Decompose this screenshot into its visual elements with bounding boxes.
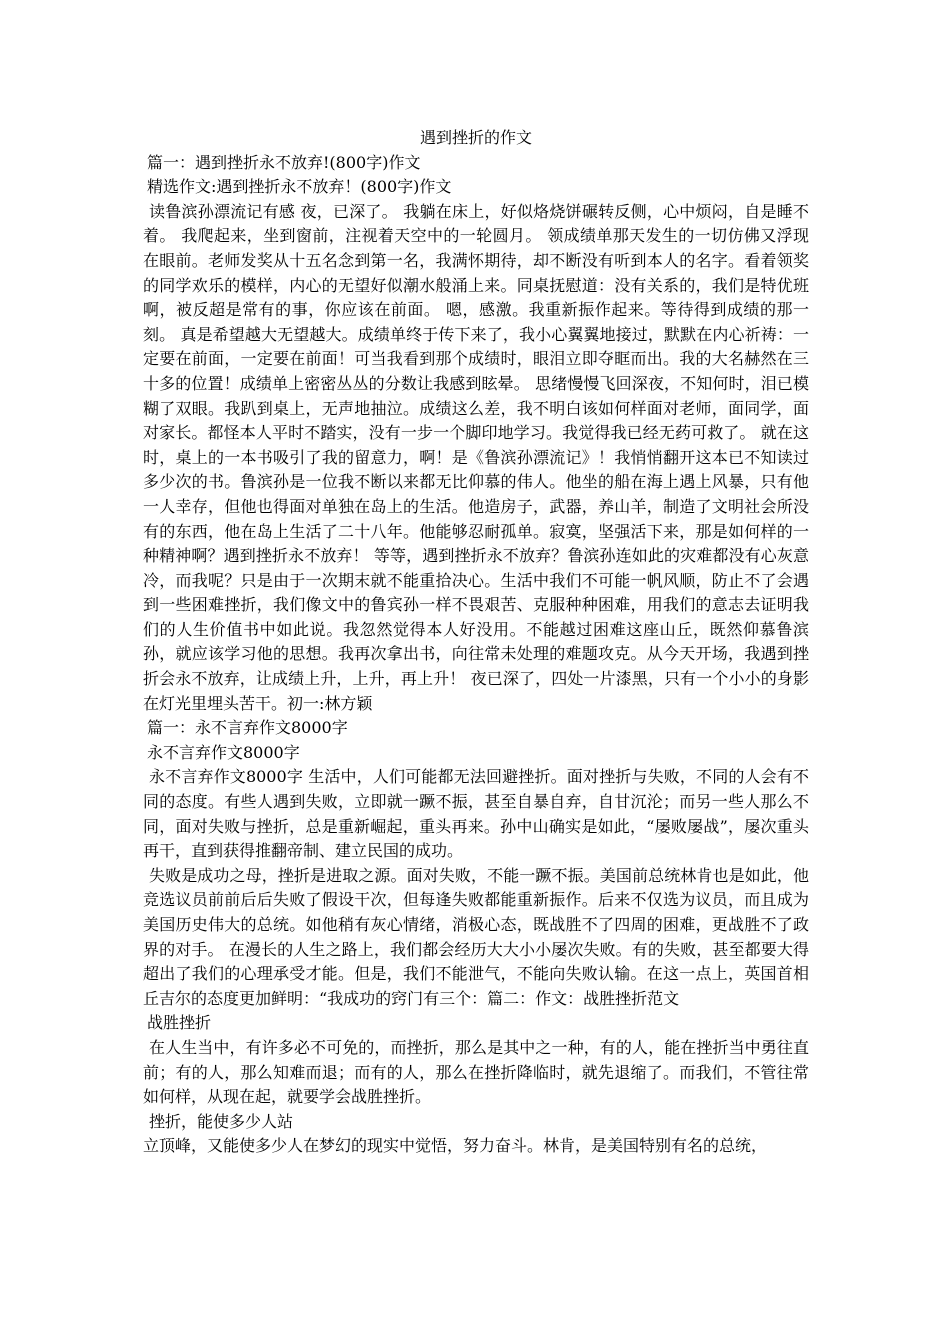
section-subheading: 精选作文:遇到挫折永不放弃！(800字)作文 <box>147 177 452 197</box>
body-paragraph: 读鲁滨孙漂流记有感 夜，已深了。 我躺在床上，好似烙烧饼碾转反侧，心中烦闷，自是睡不着。 我爬起来，坐到窗前，注视着天空中的一轮圆月。 领成绩单那天发生的一切仿佛又浮现在眼前。老师发奖从十五名念到第一名，我满怀期待，却不断没有听到本人的名字。看着领奖的同学欢乐的模样，内心的无望好似潮水般涌上来。同桌抚慰道：没有关系的，我们是特优班啊，被反超是常有的事，你应该在前面。 嗯，感激。我重新振作起来。等待得到成绩的那一刻。 真是希望越大无望越大。成绩单终于传下来了，我小心翼翼地接过，默默在内心祈祷：一定要在前面，一定要在前面！可当我看到那个成绩时，眼泪立即夺眶而出。我的大名赫然在三十多的位置！成绩单上密密丛丛的分数让我感到眩晕。 思绪慢慢飞回深夜，不知何时，泪已模糊了双眼。我趴到桌上，无声地抽泣。成绩这么差，我不明白该如何样面对老师，面同学，面对家长。都怪本人平时不踏实，没有一步一个脚印地学习。我觉得我已经无药可救了。 就在这时，桌上的一本书吸引了我的留意力，啊！是《鲁滨孙漂流记》！我悄悄翻开这本已不知读过多少次的书。鲁滨孙是一位我不断以来都无比仰慕的伟人。他坐的船在海上遇上风暴，只有他一人幸存，但他也得面对单独在岛上的生活。他造房子，武器，养山羊，制造了文明社会所没有的东西，他在岛上生活了二十八年。他能够忍耐孤单。寂寞，坚强活下来，那是如何样的一种精神啊？遇到挫折永不放弃！ 等等，遇到挫折永不放弃？鲁滨孙连如此的灾难都没有心灰意冷，而我呢？只是由于一次期末就不能重拾决心。生活中我们不可能一帆风顺，防止不了会遇到一些困难挫折，我们像文中的鲁宾孙一样不畏艰苦、克服种种困难，用我们的意志去证明我们的人生价值书中如此说。我忽然觉得本人好没用。不能越过困难这座山丘，既然仰慕鲁滨孙，就应该学习他的思想。我再次拿出书，向往常未处理的难题攻克。从今天开场，我遇到挫折会永不放弃，让成绩上升，上升，再上升！ 夜已深了，四处一片漆黑，只有一个小小的身影在灯光里埋头苦干。初一:林方颖 <box>143 201 809 713</box>
section-subheading: 永不言弃作文8000字 <box>147 742 300 762</box>
body-paragraph: 在人生当中，有许多必不可免的，而挫折，那么是其中之一种，有的人，能在挫折当中勇往直前；有的人，那么知难而退；而有的人，那么在挫折降临时，就先退缩了。而我们，不管往常如何样，从现在起，就要学会战胜挫折。 <box>143 1037 809 1107</box>
body-paragraph: 立顶峰，又能使多少人在梦幻的现实中觉悟，努力奋斗。林肯，是美国特别有名的总统， <box>143 1136 768 1156</box>
document-title: 遇到挫折的作文 <box>419 128 532 147</box>
section-heading: 篇一：遇到挫折永不放弃!(800字)作文 <box>147 152 421 172</box>
section-heading: 战胜挫折 <box>147 1013 212 1033</box>
body-paragraph: 永不言弃作文8000字 生活中，人们可能都无法回避挫折。面对挫折与失败，不同的人会有不同的态度。有些人遇到失败，立即就一蹶不振，甚至自暴自弃，自甘沉沦；而另一些人那么不同，面对失败与挫折，总是重新崛起，重头再来。孙中山确实是如此，“屡败屡战”，屡次重头再干，直到获得推翻帝制、建立民国的成功。 <box>143 767 809 861</box>
body-paragraph: 挫折，能使多少人站 <box>149 1111 294 1131</box>
body-paragraph: 失败是成功之母，挫折是进取之源。面对失败，不能一蹶不振。美国前总统林肯也是如此，他竞选议员前前后后失败了假设干次，但每逢失败都能重新振作。后来不仅选为议员，而且成为美国历史伟大的总统。如他稍有灰心情绪，消极心态，既战胜不了四周的困难，更战胜不了政界的对手。 在漫长的人生之路上，我们都会经历大大小小屡次失败。有的失败，甚至都要大得超出了我们的心理承受才能。但是，我们不能泄气，不能向失败认输。在这一点上，英国首相丘吉尔的态度更加鲜明：“我成功的窍门有三个：篇二：作文：战胜挫折范文 <box>143 865 809 1008</box>
document-page <box>143 126 809 1159</box>
section-heading: 篇一：永不言弃作文8000字 <box>147 718 348 738</box>
